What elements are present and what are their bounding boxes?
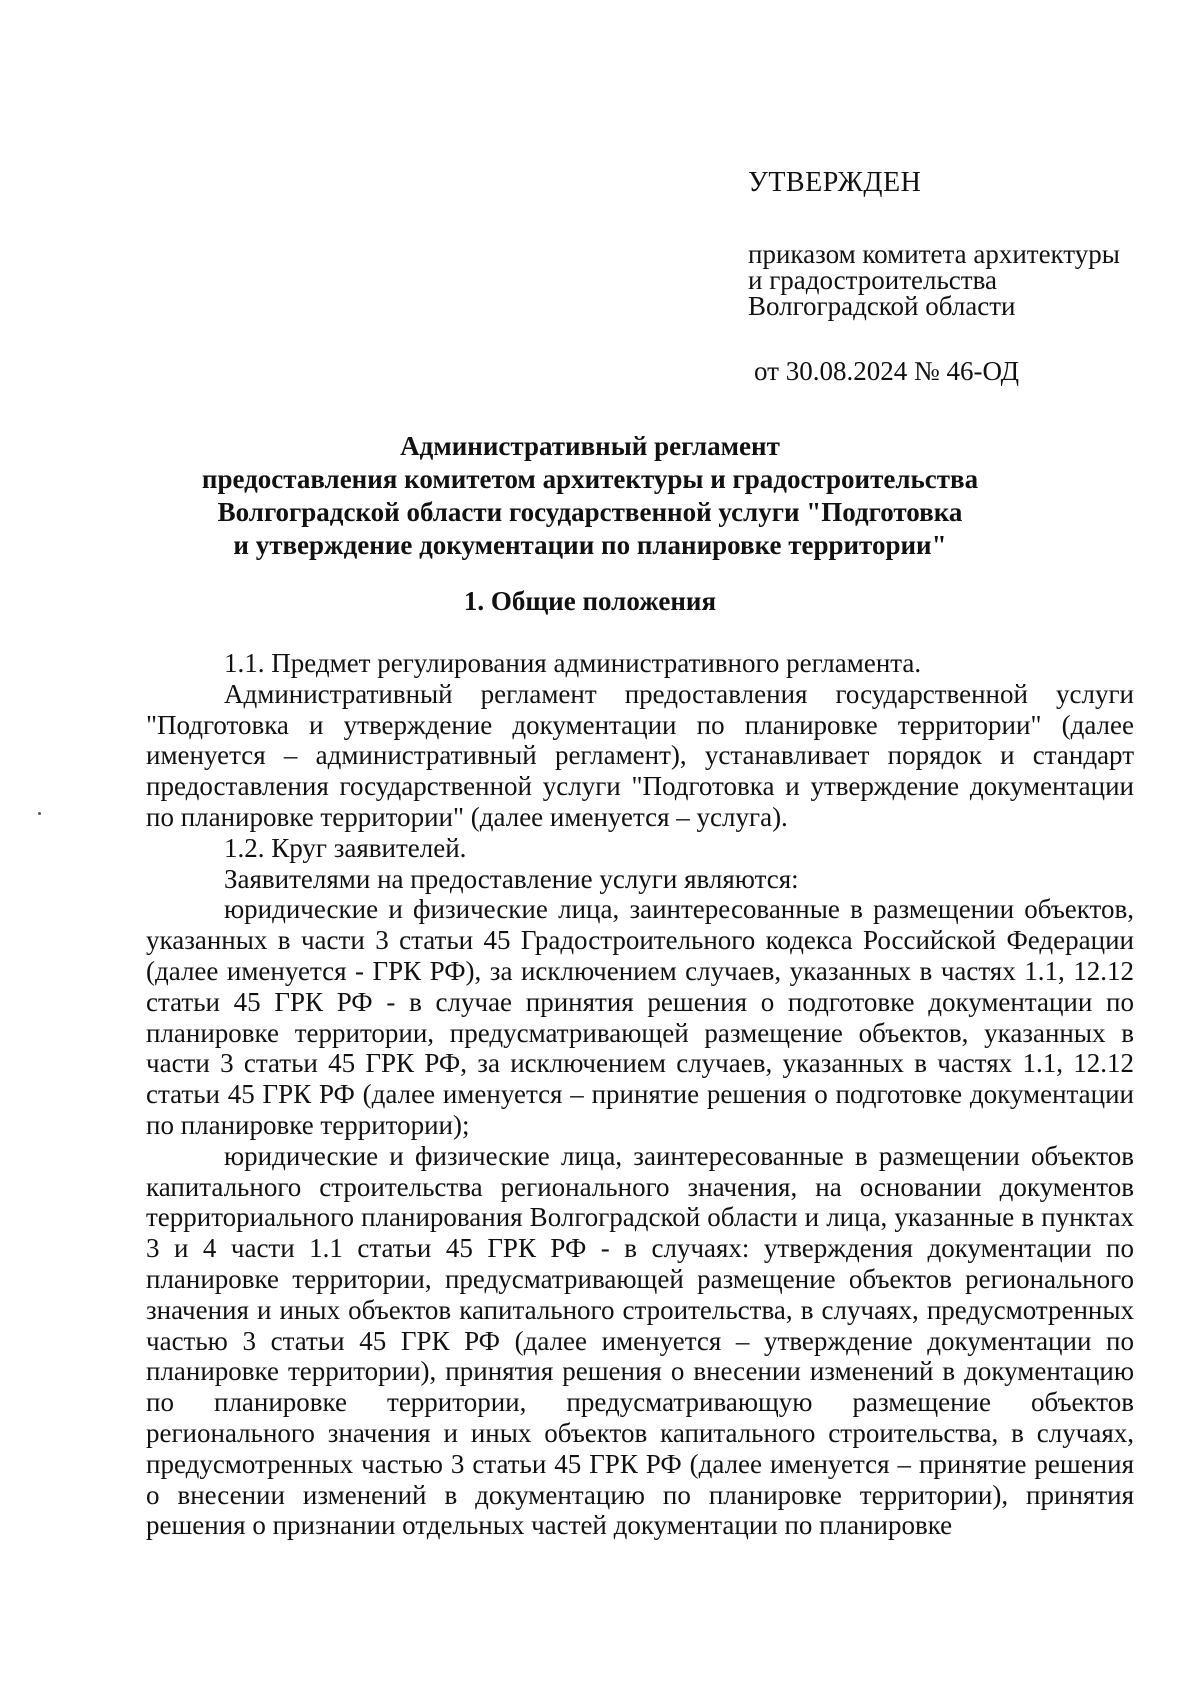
- paragraph: юридические и физические лица, заинтересованные в размещении объектов капитального строительства регионального значения, на основании документов территориального планирования Волгоградской области и лица, указанные в пунктах 3 и 4 части 1.1 статьи 45 ГРК РФ - в случаях: утверждения документации по планировке территории, предусматривающей размещение объектов регионального значения и иных объектов капитального строительства, в случаях, предусмотренных частью 3 статьи 45 ГРК РФ (далее именуется – утверждение документации по планировке территории), принятия решения о внесении изменений в документацию по планировке территории, предусматривающую размещение объектов регионального значения и иных объектов капитального строительства, в случаях, предусмотренных частью 3 статьи 45 ГРК РФ (далее именуется – принятие решения о внесении изменений в документацию по планировке территории), принятия решения о признании отдельных частей документации по планировке: [146, 1140, 1134, 1541]
- approval-date: от 30.08.2024 № 46-ОД: [754, 355, 1020, 386]
- scan-speck: [38, 812, 41, 815]
- paragraph: Заявителями на предоставление услуги являются:: [224, 863, 799, 894]
- approval-issuer-line: и градостроительства: [748, 264, 997, 295]
- paragraph: 1.2. Круг заявителей.: [224, 832, 467, 863]
- paragraph: 1.1. Предмет регулирования административного регламента.: [224, 648, 922, 678]
- section-heading: 1. Общие положения: [463, 586, 717, 616]
- approval-issuer-line: приказом комитета архитектуры: [748, 238, 1120, 269]
- approval-title: УТВЕРЖДЕН: [748, 167, 922, 198]
- body-text: [146, 648, 1134, 1541]
- document-title-line: и утверждение документации по планировке территории": [233, 530, 947, 560]
- document-title-line: предоставления комитетом архитектуры и градостроительства: [201, 464, 979, 494]
- document-title-line: Административный регламент: [400, 431, 780, 461]
- approval-issuer: [748, 238, 1168, 321]
- document-title-line: Волгоградской области государственной услуги "Подготовка: [217, 497, 963, 527]
- paragraph: юридические и физические лица, заинтересованные в размещении объектов, указанных в части 3 статьи 45 Градостроительного кодекса Российской Федерации (далее именуется - ГРК РФ), за исключением случаев, указанных в частях 1.1, 12.12 статьи 45 ГРК РФ - в случае принятия решения о подготовке документации по планировке территории, предусматривающей размещение объектов, указанных в части 3 статьи 45 ГРК РФ, за исключением случаев, указанных в частях 1.1, 12.12 статьи 45 ГРК РФ (далее именуется – принятие решения о подготовке документации по планировке территории);: [146, 894, 1134, 1140]
- document-title: [150, 430, 1030, 562]
- paragraph: Административный регламент предоставления государственной услуги "Подготовка и утверждение документации по планировке территории" (далее именуется – административный регламент), устанавливает порядок и стандарт предоставления государственной услуги "Подготовка и утверждение документации по планировке территории" (далее именуется – услуга).: [146, 678, 1134, 832]
- approval-block: [748, 168, 1168, 386]
- approval-issuer-line: Волгоградской области: [748, 290, 1016, 321]
